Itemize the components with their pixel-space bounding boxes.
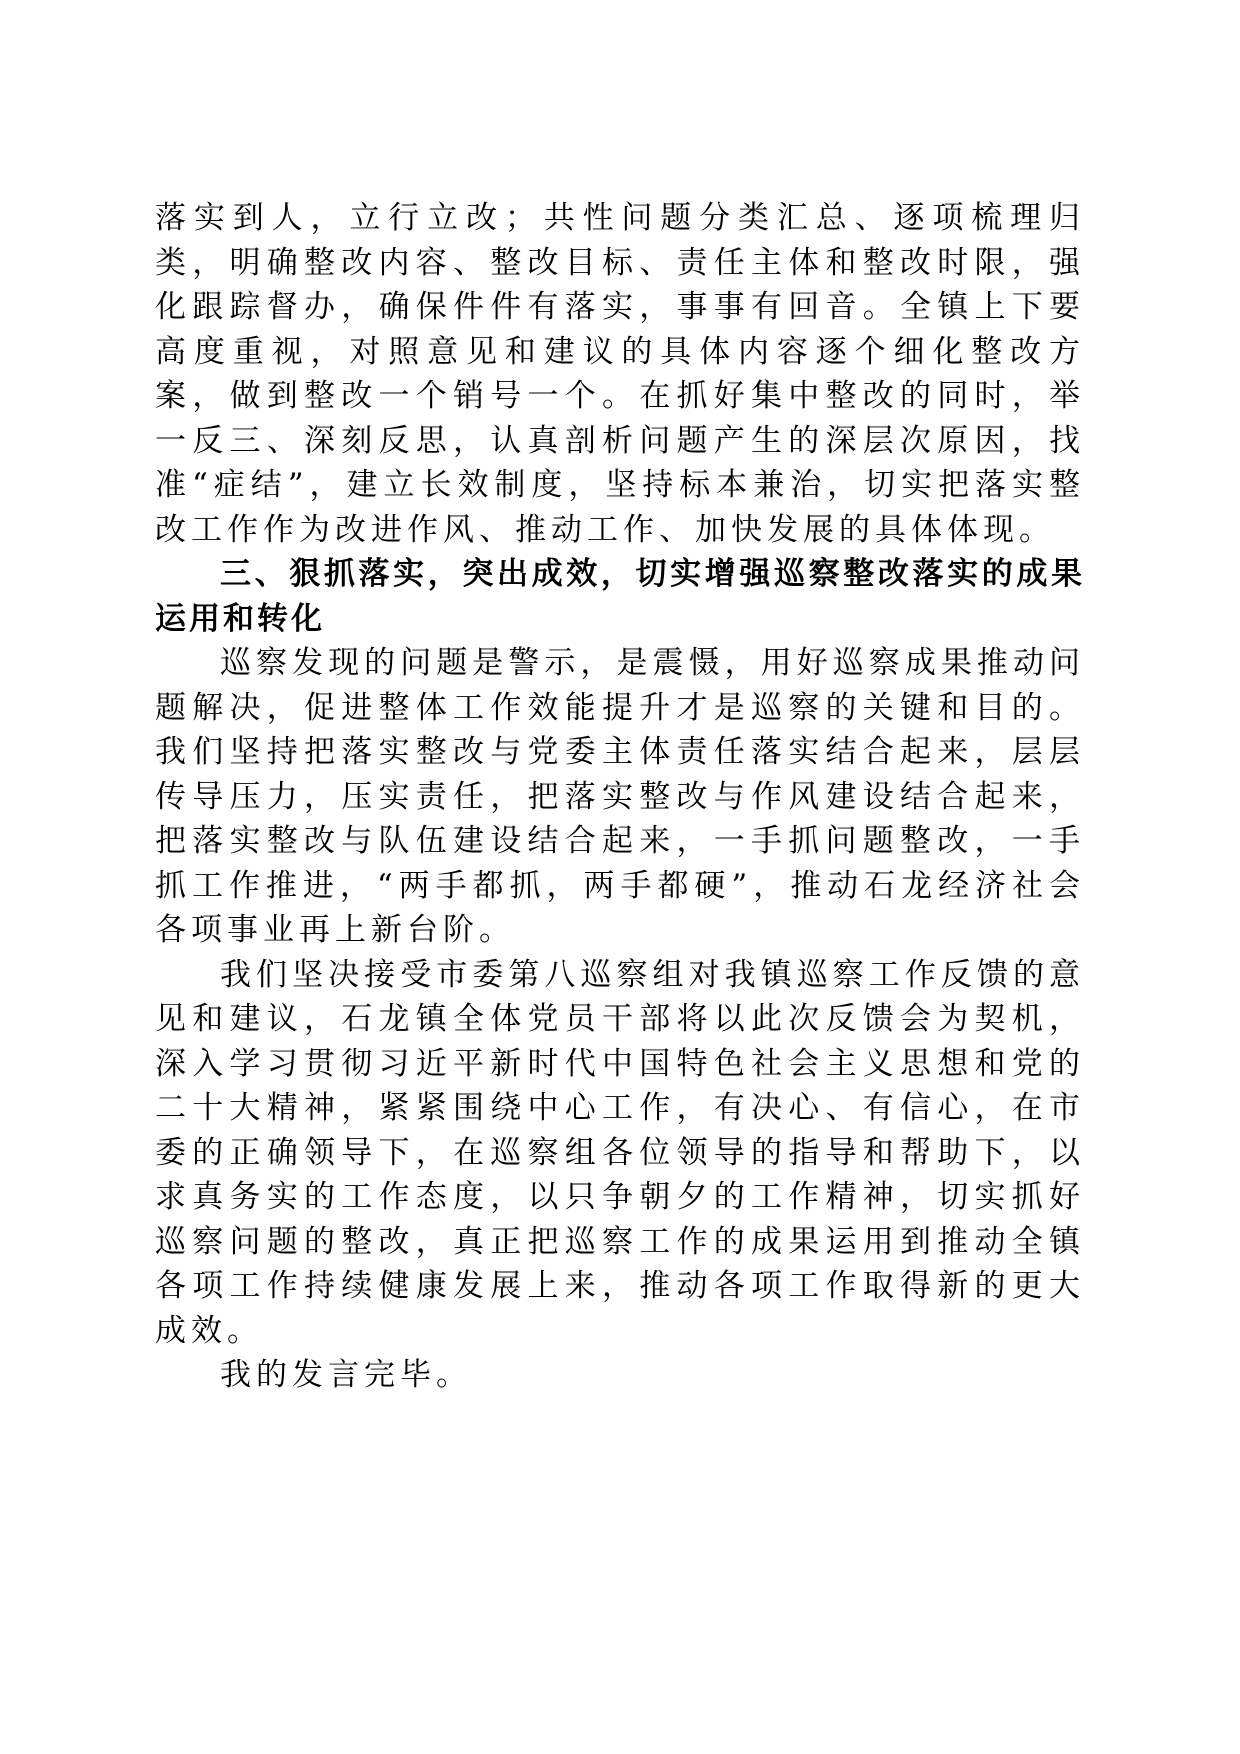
paragraph-accept-feedback: 我们坚决接受市委第八巡察组对我镇巡察工作反馈的意见和建议，石龙镇全体党员干部将以此次反馈会为契机，深入学习贯彻习近平新时代中国特色社会主义思想和党的二十大精神，紧紧围绕中心工作，有决心、有信心，在市委的正确领导下，在巡察组各位领导的指导和帮助下，以求真务实的工作态度，以只争朝夕的工作精神，切实抓好巡察问题的整改，真正把巡察工作的成果运用到推动全镇各项工作持续健康发展上来，推动各项工作取得新的更大成效。 xyxy=(155,956,1085,1349)
document-body xyxy=(155,196,1085,1398)
paragraph-continuation: 落实到人，立行立改；共性问题分类汇总、逐项梳理归类，明确整改内容、整改目标、责任主体和整改时限，强化跟踪督办，确保件件有落实，事事有回音。全镇上下要高度重视，对照意见和建议的具体内容逐个细化整改方案，做到整改一个销号一个。在抓好集中整改的同时，举一反三、深刻反思，认真剖析问题产生的深层次原因，找准“症结”，建立长效制度，坚持标本兼治，切实把落实整改工作作为改进作风、推动工作、加快发展的具体体现。 xyxy=(155,200,1085,548)
section-heading-3: 三、狠抓落实，突出成效，切实增强巡察整改落实的成果运用和转化 xyxy=(155,556,1085,637)
paragraph-inspection-results: 巡察发现的问题是警示，是震慑，用好巡察成果推动问题解决，促进整体工作效能提升才是巡察的关键和目的。我们坚持把落实整改与党委主体责任落实结合起来，层层传导压力，压实责任，把落实整改与作风建设结合起来，把落实整改与队伍建设结合起来，一手抓问题整改，一手抓工作推进，“两手都抓，两手都硬”，推动石龙经济社会各项事业再上新台阶。 xyxy=(155,645,1085,948)
paragraph-closing: 我的发言完毕。 xyxy=(220,1357,472,1393)
